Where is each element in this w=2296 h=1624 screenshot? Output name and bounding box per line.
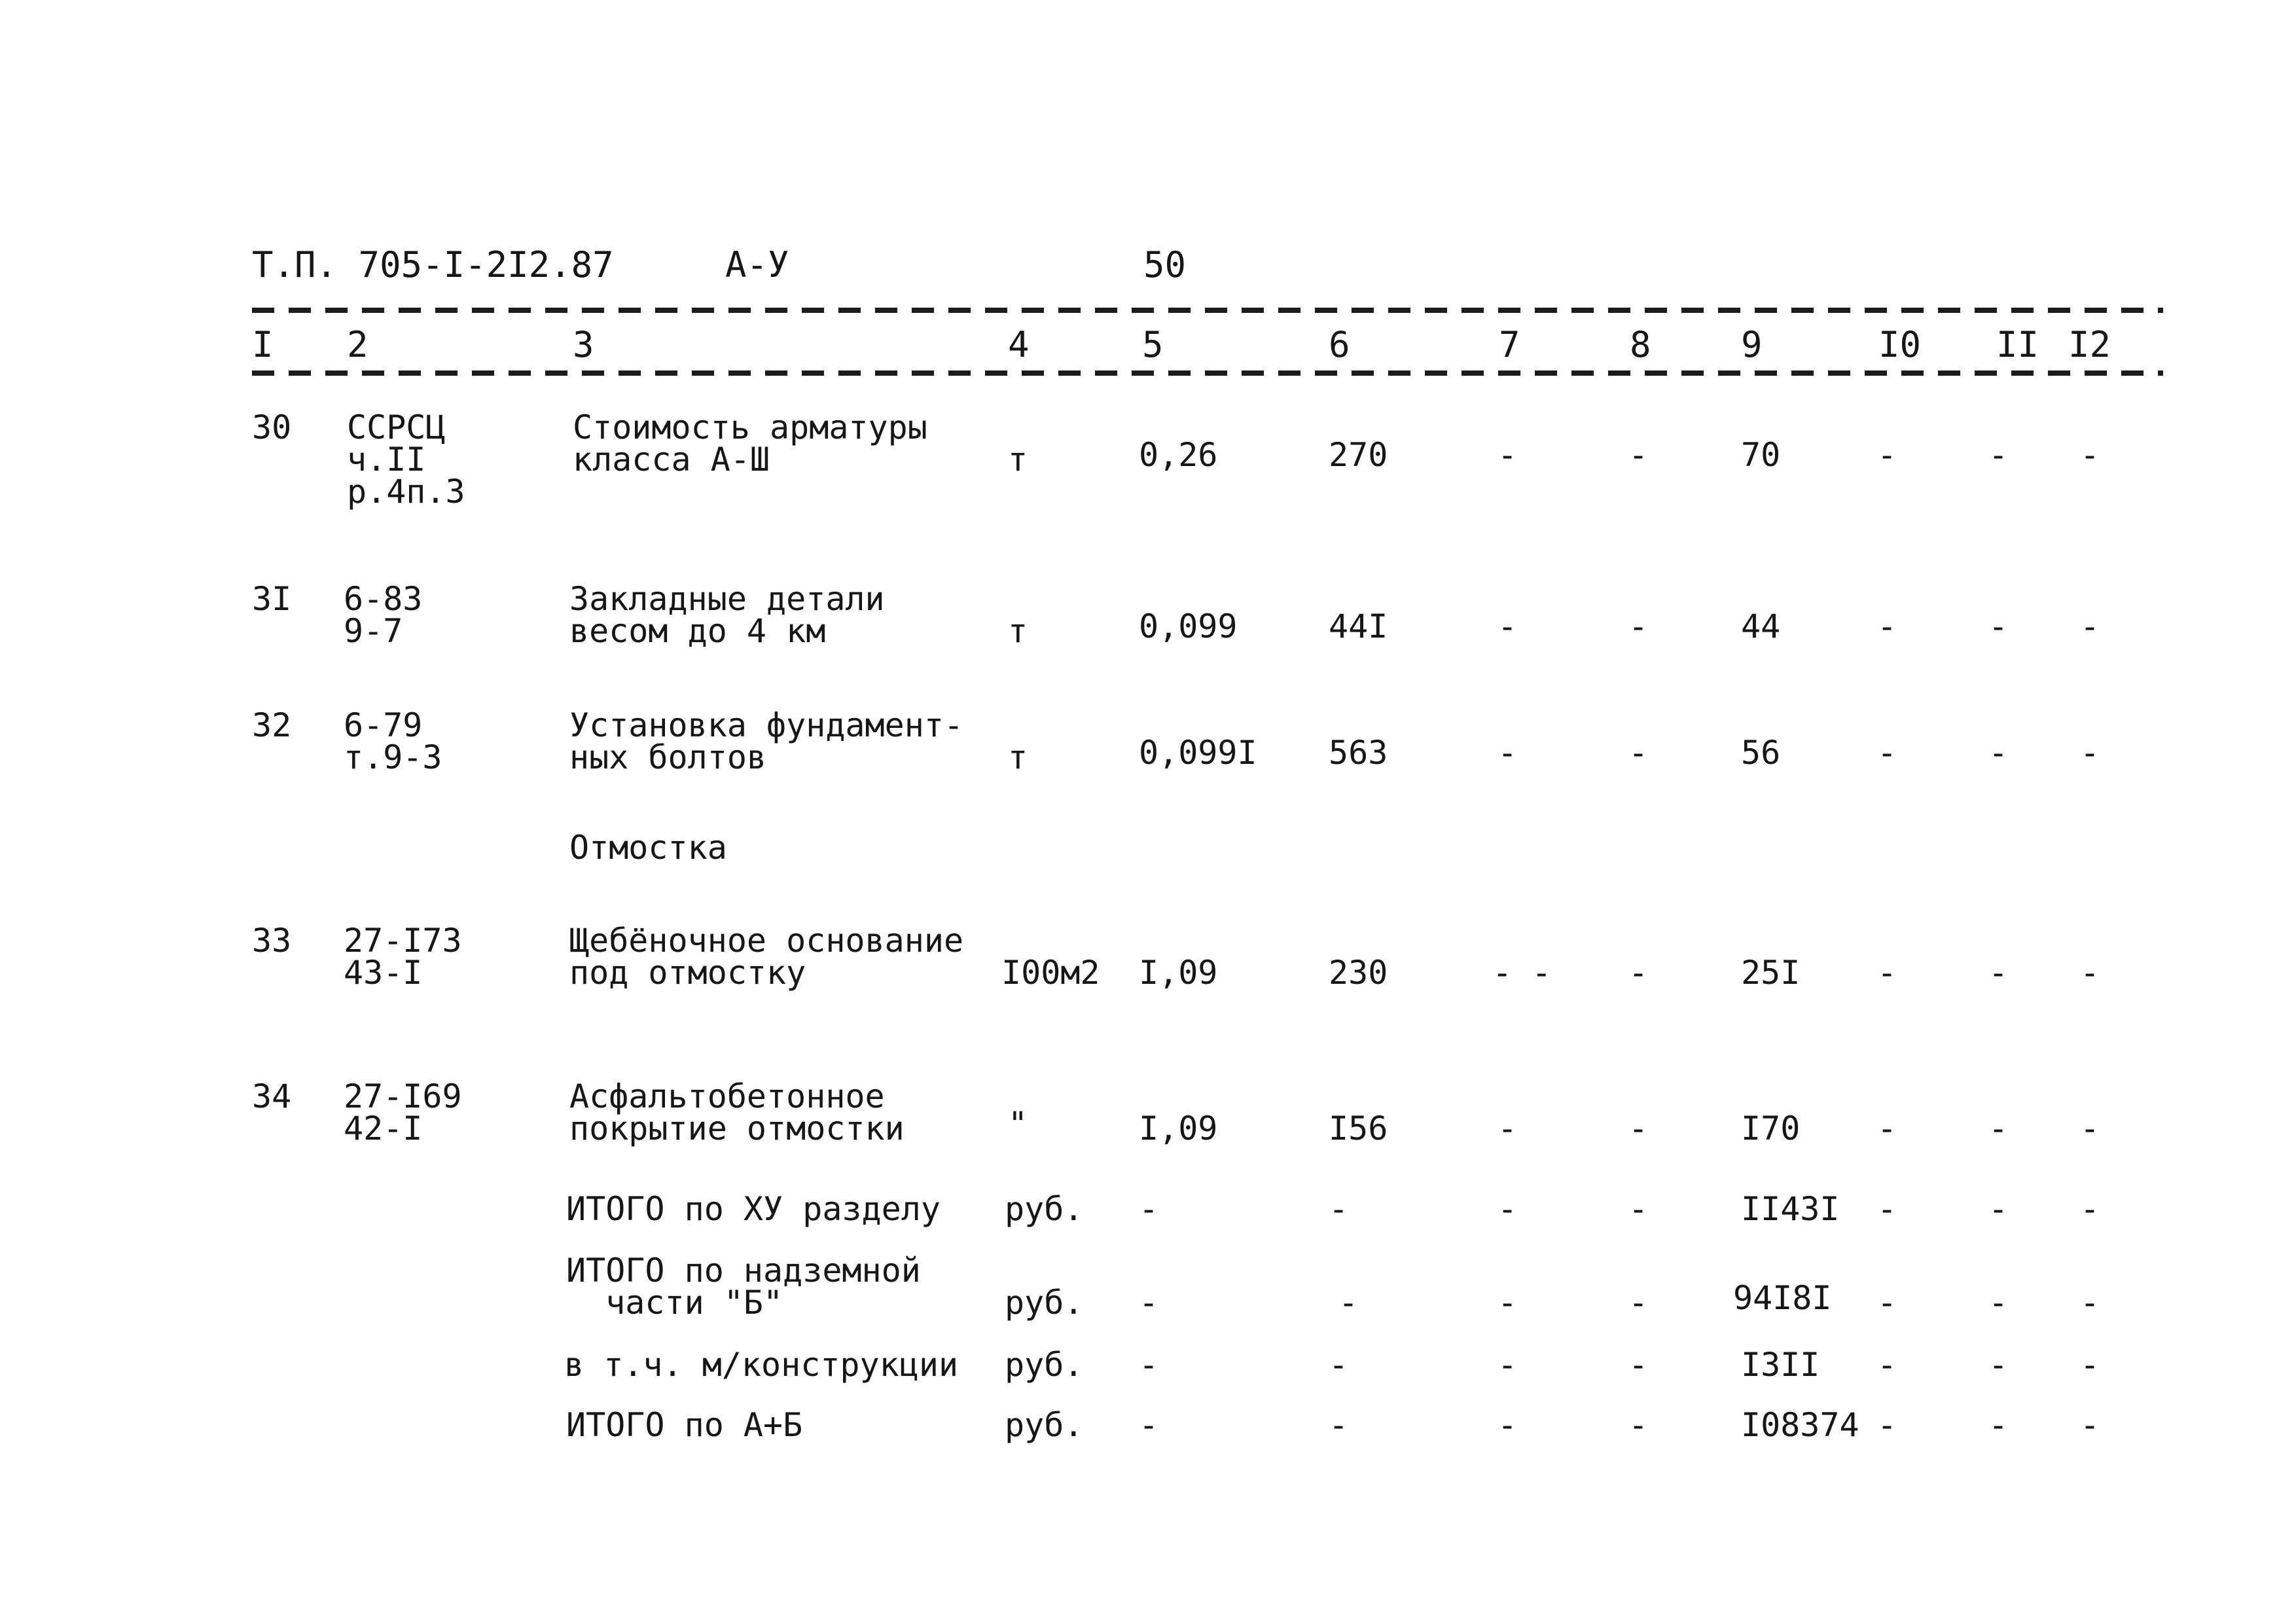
col-header-2: 2 [347,324,368,365]
col10-value: - [1877,734,1897,772]
document-code: Т.П. 705-I-2I2.87 [252,244,614,285]
work-name: Установка фундамент- [569,706,964,744]
unit: т [1008,612,1028,650]
col-header-6: 6 [1329,324,1350,365]
norm-code: 6-83 [344,580,423,618]
unit-price: - [1329,1190,1349,1228]
col-header-7: 7 [1499,324,1520,365]
quantity: 0,099I [1139,734,1257,772]
col11-value: - [1988,734,2009,772]
total-cost: I3II [1741,1346,1820,1384]
col11-value: - [1988,1190,2009,1228]
col-header-9: 9 [1741,324,1763,365]
quantity: I,09 [1139,1110,1218,1147]
col-header-11: II [1996,324,2039,365]
col7-value: - [1498,1190,1518,1228]
quantity: - [1139,1346,1159,1384]
norm-code: 27-I73 [344,922,462,960]
col7-value: - [1498,734,1518,772]
unit: т [1008,441,1028,478]
unit: руб. [1005,1284,1084,1322]
col10-value: - [1877,1284,1897,1322]
unit-price: 230 [1329,954,1388,992]
col-header-3: 3 [573,324,594,365]
col12-value: - [2080,954,2100,992]
quantity: 0,099 [1139,607,1238,645]
col10-value: - [1877,1110,1897,1147]
col7-value: - [1498,1346,1518,1384]
total-cost: 94I8I [1733,1279,1832,1317]
quantity: - [1139,1190,1159,1228]
col7-value: - [1498,1284,1518,1322]
work-name: под отмостку [569,954,806,992]
norm-code: 43-I [344,954,423,992]
col8-value: - [1628,436,1649,474]
col-header-8: 8 [1630,324,1651,365]
unit-price: - [1338,1284,1359,1322]
col10-value: - [1877,954,1897,992]
total-label: ИТОГО по А+Б [566,1406,803,1444]
col11-value: - [1988,1406,2009,1444]
col-header-10: I0 [1878,324,1922,365]
col-header-5: 5 [1142,324,1164,365]
col8-value: - [1628,1110,1649,1147]
unit-price: 270 [1329,436,1388,474]
quantity: I,09 [1139,954,1218,992]
col7-value: - [1498,436,1518,474]
quantity: 0,26 [1139,436,1218,474]
norm-code: 42-I [344,1110,423,1147]
col11-value: - [1988,1346,2009,1384]
col10-value: - [1877,1190,1897,1228]
col7-value: - - [1492,954,1552,992]
total-cost: 25I [1741,954,1801,992]
col11-value: - [1988,954,2009,992]
row-number: 32 [252,706,292,744]
col-header-12: I2 [2068,324,2111,365]
col7-value: - [1498,1406,1518,1444]
work-name: весом до 4 км [569,612,826,650]
col12-value: - [2080,734,2100,772]
total-cost: 70 [1741,436,1781,474]
unit: I00м2 [1001,954,1100,992]
col8-value: - [1628,607,1649,645]
col12-value: - [2080,436,2100,474]
unit: " [1008,1105,1028,1143]
unit: руб. [1005,1346,1084,1384]
total-label: ИТОГО по ХУ разделу [566,1190,941,1228]
row-number: 33 [252,922,292,960]
unit-price: 44I [1329,607,1388,645]
quantity: - [1139,1284,1159,1322]
row-number: 34 [252,1077,292,1115]
unit: руб. [1005,1406,1084,1444]
col12-value: - [2080,1284,2100,1322]
sheet-label: А-У [725,244,789,285]
unit-price: - [1329,1346,1349,1384]
unit-price: 563 [1329,734,1388,772]
norm-code: ч.II [347,441,426,478]
row-number: 3I [252,580,292,618]
total-label: в т.ч. м/конструкции [564,1346,959,1384]
norm-code: т.9-3 [344,738,442,776]
col7-value: - [1498,607,1518,645]
col7-value: - [1498,1110,1518,1147]
norm-code: ССРСЦ [347,408,446,446]
col-header-4: 4 [1008,324,1030,365]
page-number: 50 [1143,244,1187,285]
col11-value: - [1988,607,2009,645]
col11-value: - [1988,1110,2009,1147]
work-name: покрытие отмостки [569,1110,905,1147]
norm-code: 9-7 [344,612,403,650]
header-top-rule [252,308,2163,313]
unit-price: - [1329,1406,1349,1444]
col11-value: - [1988,1284,2009,1322]
col8-value: - [1628,1190,1649,1228]
section-title: Отмостка [569,829,727,867]
total-label: части "Б" [566,1284,783,1322]
col-header-1: I [252,324,274,365]
work-name: Закладные детали [569,580,885,618]
work-name: ных болтов [569,738,767,776]
col12-value: - [2080,1346,2100,1384]
header-bottom-rule [252,370,2163,376]
col10-value: - [1877,436,1897,474]
work-name: Стоимость арматуры [573,408,927,446]
col10-value: - [1877,607,1897,645]
col8-value: - [1628,1284,1649,1322]
col8-value: - [1628,734,1649,772]
work-name: класса А-Ш [573,441,770,478]
col8-value: - [1628,954,1649,992]
total-cost: I70 [1741,1110,1801,1147]
col12-value: - [2080,607,2100,645]
unit-price: I56 [1329,1110,1388,1147]
total-cost: 56 [1741,734,1781,772]
row-number: 30 [252,408,292,446]
norm-code: 27-I69 [344,1077,462,1115]
col12-value: - [2080,1190,2100,1228]
col8-value: - [1628,1406,1649,1444]
total-cost: 44 [1741,607,1781,645]
unit: т [1008,738,1028,776]
norm-code: 6-79 [344,706,423,744]
col8-value: - [1628,1346,1649,1384]
total-cost: I08374 [1741,1406,1859,1444]
norm-code: р.4п.3 [347,473,465,511]
total-cost: II43I [1741,1190,1840,1228]
col11-value: - [1988,436,2009,474]
col12-value: - [2080,1406,2100,1444]
total-label: ИТОГО по надземной [566,1252,921,1290]
col10-value: - [1877,1406,1897,1444]
unit: руб. [1005,1190,1084,1228]
quantity: - [1139,1406,1159,1444]
work-name: Щебёночное основание [569,922,964,960]
col12-value: - [2080,1110,2100,1147]
work-name: Асфальтобетонное [569,1077,885,1115]
col10-value: - [1877,1346,1897,1384]
